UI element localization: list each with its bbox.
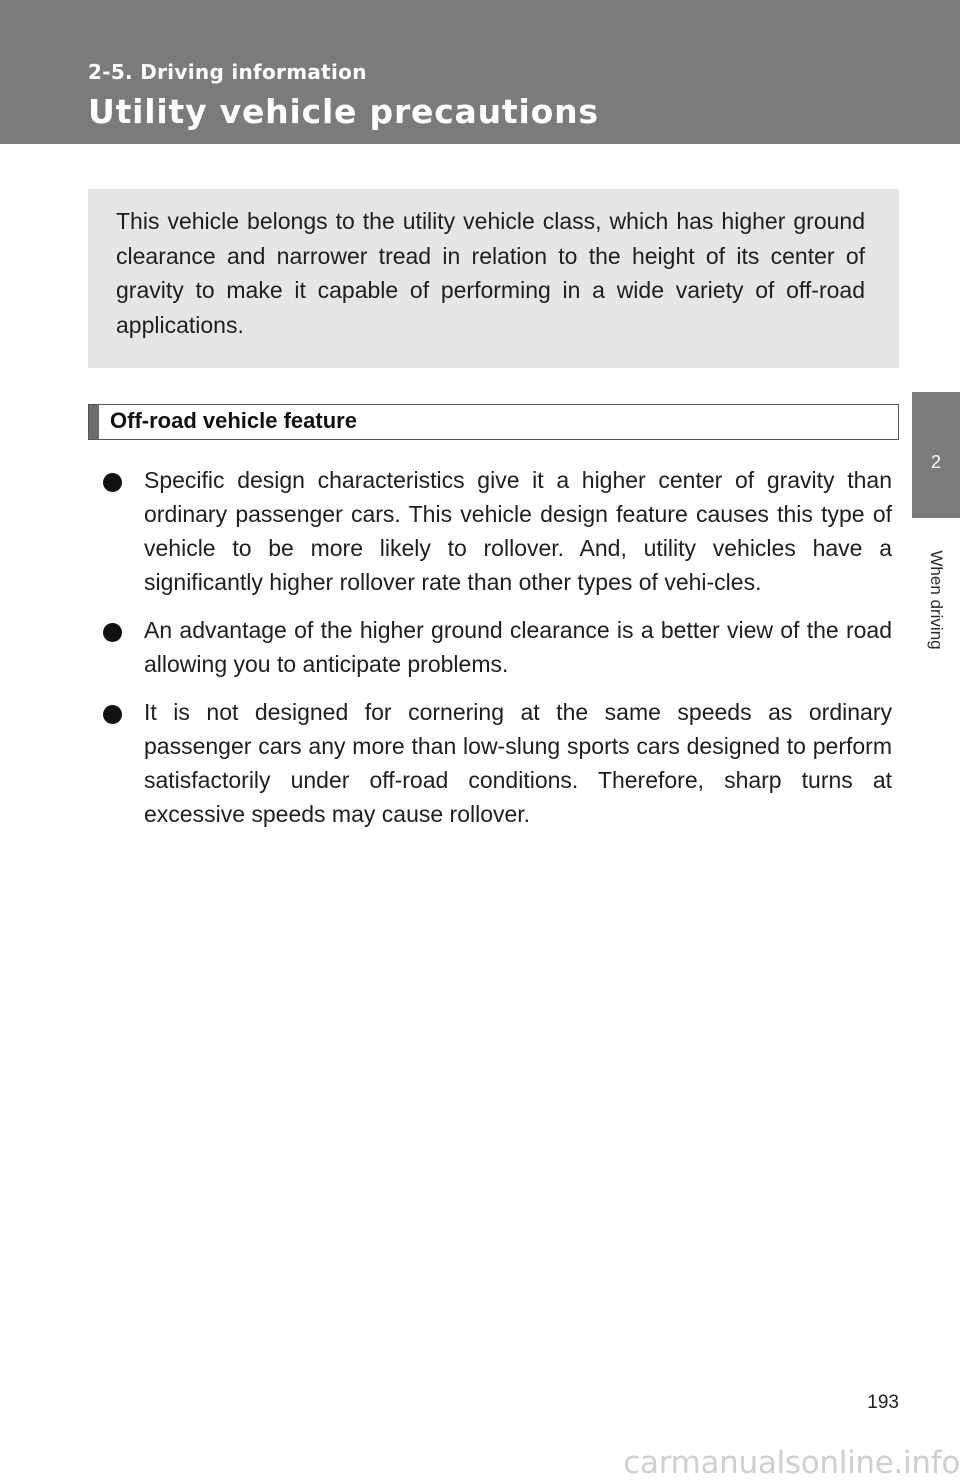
- bullet-text: It is not designed for cornering at the same speeds as ordinary passenger cars any more than low-slung sports cars designed to perform satisfactorily under off-road conditions. Therefore, sharp turns at excessive speeds may cause rollover.: [144, 699, 892, 827]
- subheading-text: Off-road vehicle feature: [110, 408, 357, 433]
- intro-text: This vehicle belongs to the utility vehicle class, which has higher ground clearance and narrower tread in relation to the height of its center of gravity to make it capable of performing in a wide variety of off-road applications.: [116, 208, 865, 338]
- list-item: [103, 463, 892, 599]
- chapter-tab-number: 2: [930, 452, 941, 472]
- bullet-icon: [103, 473, 122, 492]
- section-label: 2-5. Driving information: [88, 60, 367, 84]
- list-item: [103, 613, 892, 681]
- list-item: [103, 695, 892, 831]
- subheading-box: [88, 404, 899, 440]
- bullet-icon: [103, 623, 122, 642]
- bullet-text: Specific design characteristics give it a higher center of gravity than ordinary passenger cars. This vehicle design feature causes this type of vehicle to be more likely to rollover. And, utility vehicles have a significantly higher rollover rate than other types of vehi-cles.: [144, 467, 892, 595]
- page-number: 193: [867, 1392, 899, 1413]
- subheading-marker: [89, 405, 99, 439]
- page-header: [0, 0, 960, 144]
- watermark: carmanualsonline.info: [623, 1445, 960, 1481]
- chapter-tab-label: When driving: [927, 550, 946, 650]
- page-title: Utility vehicle precautions: [88, 92, 599, 131]
- intro-box: [88, 189, 899, 368]
- bullet-icon: [103, 705, 122, 724]
- bullet-list: [103, 463, 892, 845]
- bullet-text: An advantage of the higher ground clearance is a better view of the road allowing you to anticipate problems.: [144, 617, 892, 677]
